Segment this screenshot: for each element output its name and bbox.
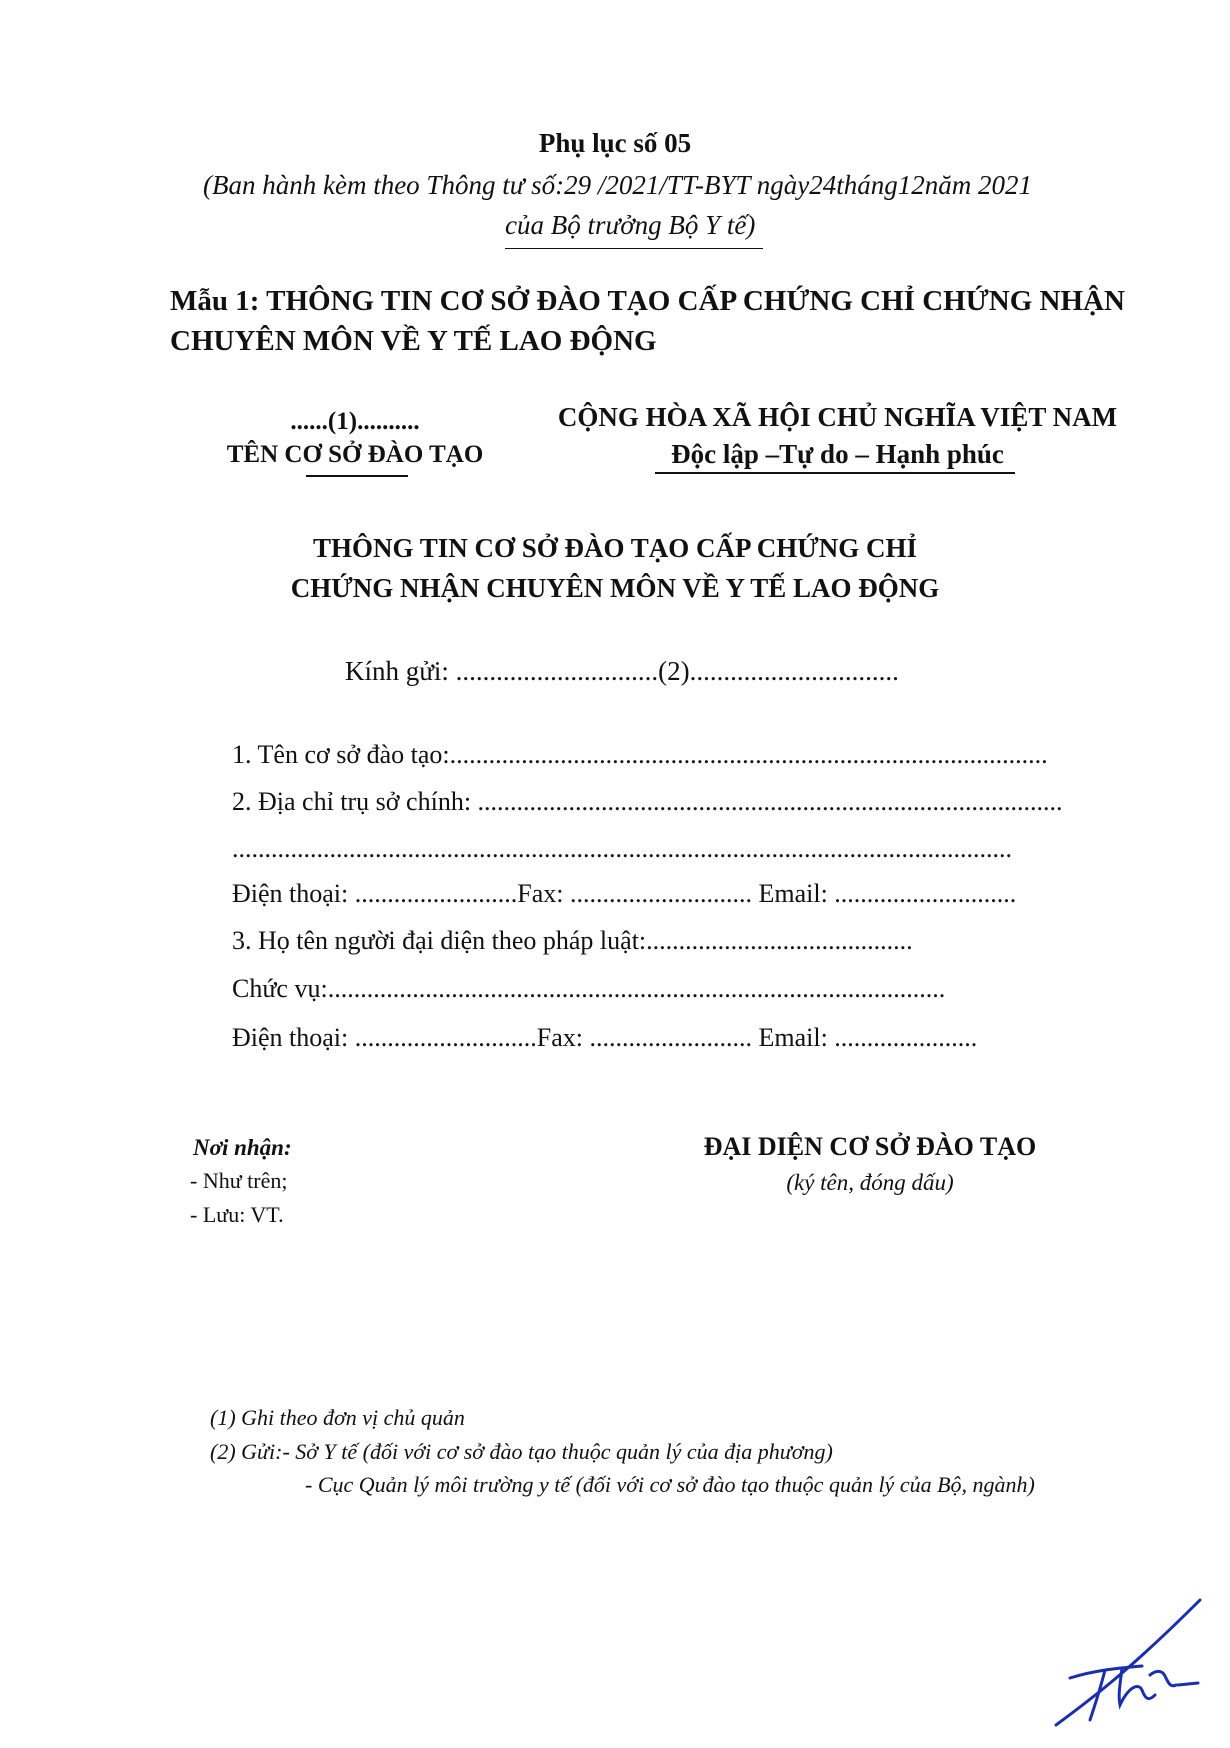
appendix-title: Phụ lục số 05	[538, 128, 692, 158]
recipients-item: - Lưu: VT.	[190, 1202, 284, 1227]
appendix-underline	[505, 248, 763, 249]
field-contact-2: Điện thoại: ............................Fax: ......................... Email: ......................	[232, 1023, 978, 1052]
doc-title-line1: THÔNG TIN CƠ SỞ ĐÀO TẠO CẤP CHỨNG CHỈ	[312, 533, 918, 563]
field-contact-1: Điện thoại: .........................Fax: ............................ Email: ............................	[232, 879, 1017, 908]
signer-title: ĐẠI DIỆN CƠ SỞ ĐÀO TẠO	[703, 1132, 1037, 1161]
country-name: CỘNG HÒA XÃ HỘI CHỦ NGHĨA VIỆT NAM	[557, 402, 1118, 432]
doc-title-line2: CHỨNG NHẬN CHUYÊN MÔN VỀ Y TẾ LAO ĐỘNG	[290, 573, 940, 603]
footnote-2-cont: - Cục Quản lý môi trường y tế (đối với cơ sở đào tạo thuộc quản lý của Bộ, ngành)	[305, 1472, 1035, 1497]
motto-underline	[655, 472, 1015, 474]
form-title-line1: Mẫu 1: THÔNG TIN CƠ SỞ ĐÀO TẠO CẤP CHỨNG CHỈ CHỨNG NHẬN	[170, 285, 1125, 317]
field-position: Chức vụ:...............................................................................................	[232, 974, 946, 1003]
signer-note: (ký tên, đóng dấu)	[786, 1170, 954, 1195]
form-title-line2: CHUYÊN MÔN VỀ Y TẾ LAO ĐỘNG	[170, 325, 657, 357]
signature-icon	[1050, 1590, 1210, 1730]
footnote-2: (2) Gửi:- Sở Y tế (đối với cơ sở đào tạo thuộc quản lý của địa phương)	[210, 1439, 833, 1464]
recipients-item: - Như trên;	[190, 1168, 288, 1193]
field-address: 2. Địa chỉ trụ sở chính: ..........................................................................................	[232, 787, 1063, 816]
national-motto: Độc lập –Tự do – Hạnh phúc	[671, 439, 1004, 469]
appendix-issued-line: (Ban hành kèm theo Thông tư số:29 /2021/TT-BYT ngày24tháng12năm 2021	[203, 170, 1032, 200]
org-placeholder: ......(1)..........	[290, 408, 420, 435]
appendix-issued-by: của Bộ trưởng Bộ Y tế)	[505, 210, 756, 240]
field-training-name: 1. Tên cơ sở đào tạo:............................................................................................	[232, 740, 1048, 769]
org-name: TÊN CƠ SỞ ĐÀO TẠO	[226, 441, 484, 468]
field-representative: 3. Họ tên người đại diện theo pháp luật:.........................................	[232, 926, 913, 955]
org-name-underline	[306, 475, 408, 477]
field-address-cont: ........................................................................................................................	[232, 834, 1012, 863]
recipients-label: Nơi nhận:	[193, 1135, 292, 1160]
recipient-line: Kính gửi: ..............................(2)...............................	[345, 656, 899, 686]
footnote-1: (1) Ghi theo đơn vị chủ quản	[210, 1405, 465, 1430]
